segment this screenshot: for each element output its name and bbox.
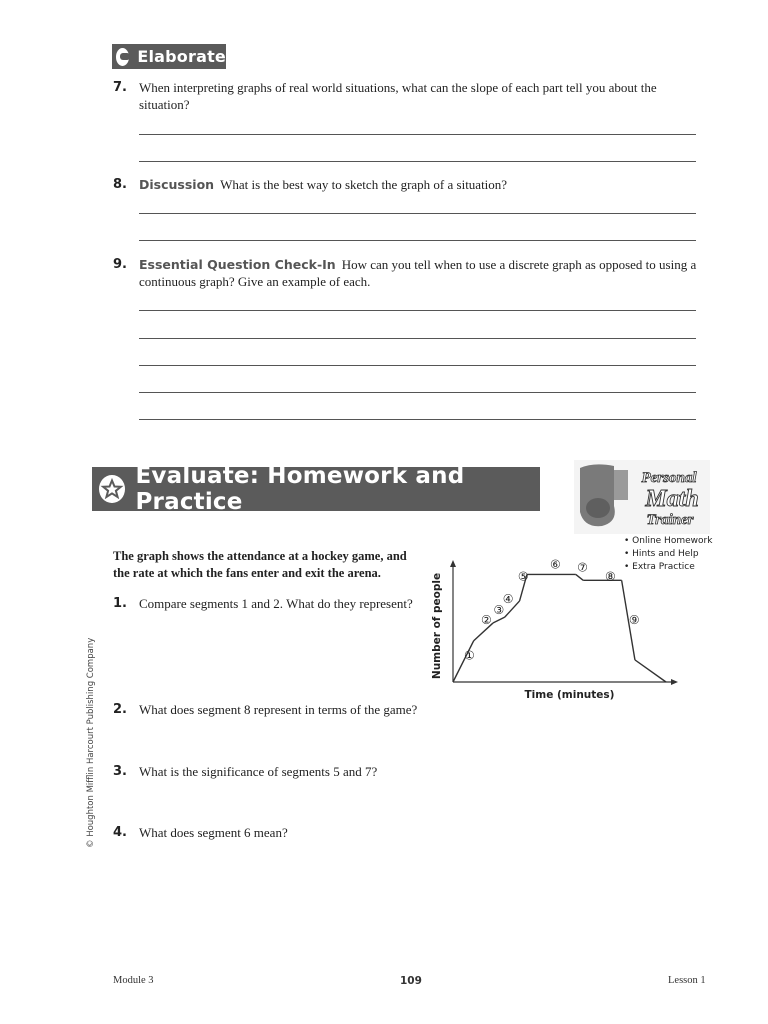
y-axis-label: Number of people [431,572,443,680]
question-number: 8. [113,177,127,192]
segment-label-3: ③ [493,603,505,618]
segment-label-6: ⑥ [549,557,561,572]
answer-line[interactable] [139,240,696,241]
question-text [139,79,709,113]
answer-line[interactable] [139,213,696,214]
graph-segment-3 [493,617,505,623]
question-text: Compare segments 1 and 2. What do they represent? [139,596,413,611]
question-number: 3. [113,764,127,779]
answer-line[interactable] [139,392,696,393]
footer-module: Module 3 [113,975,154,986]
segment-label-4: ④ [502,592,514,607]
page-number: 109 [400,975,422,987]
question-text: What is the significance of segments 5 and 7? [139,764,378,779]
trainer-feature[interactable]: • Extra Practice [624,562,695,572]
question-text: What does segment 6 mean? [139,825,288,840]
segment-label-2: ② [480,612,492,627]
intro-text [113,548,407,582]
question-label: Essential Question Check-In [139,257,336,272]
logo-text: Personal [641,470,697,486]
question-text [139,256,709,290]
answer-line[interactable] [139,134,696,135]
question-number: 9. [113,257,127,272]
evaluate-banner [92,463,540,515]
question-text [139,176,709,193]
question-number: 1. [113,596,127,611]
question-text-line: What is the best way to sketch the graph of a situation? [220,177,508,192]
question-text-line: situation? [139,97,190,112]
question-number: 7. [113,80,127,95]
segment-label-1: ① [463,648,475,663]
question-text-line: When interpreting graphs of real world situations, what can the slope of each part tell you about the [139,80,657,95]
question-text-line: How can you tell when to use a discrete graph as opposed to using a [341,257,697,272]
elaborate-banner [112,44,226,69]
x-axis-label: Time (minutes) [524,689,615,701]
question-number: 2. [113,702,127,717]
segment-label-9: ⑨ [628,613,640,628]
segment-label-5: ⑤ [517,569,529,584]
question-label: Discussion [139,177,215,192]
copyright-notice: © Houghton Mifflin Harcourt Publishing Company [86,637,96,848]
y-axis-arrow [450,560,456,567]
speech-bubble-icon [116,48,129,66]
intro-line: The graph shows the attendance at a hockey game, and [113,549,407,563]
logo-text: Math [645,486,699,512]
evaluate-title: Evaluate: Homework and Practice [135,463,465,515]
question-number: 4. [113,825,127,840]
segment-label-7: ⑦ [577,560,588,575]
trainer-feature[interactable]: • Online Homework [624,536,713,546]
intro-line: the rate at which the fans enter and exit the arena. [113,566,381,580]
answer-line[interactable] [139,310,696,311]
segment-label-8: ⑧ [605,569,616,584]
x-axis-arrow [671,679,678,685]
personal-math-trainer-logo[interactable] [574,460,710,534]
question-text: What does segment 8 represent in terms of the game? [139,702,418,717]
graph-segment-10 [635,660,666,682]
logo-text: Trainer [646,512,694,528]
answer-line[interactable] [139,338,696,339]
question-text-line: continuous graph? Give an example of each. [139,274,371,289]
elaborate-title: Elaborate [137,47,226,66]
footer-lesson: Lesson 1 [668,975,706,986]
answer-line[interactable] [139,419,696,420]
trainer-feature[interactable]: • Hints and Help [624,549,699,559]
star-icon [99,475,125,503]
answer-line[interactable] [139,161,696,162]
answer-line[interactable] [139,365,696,366]
graph-segment-7 [576,574,583,580]
